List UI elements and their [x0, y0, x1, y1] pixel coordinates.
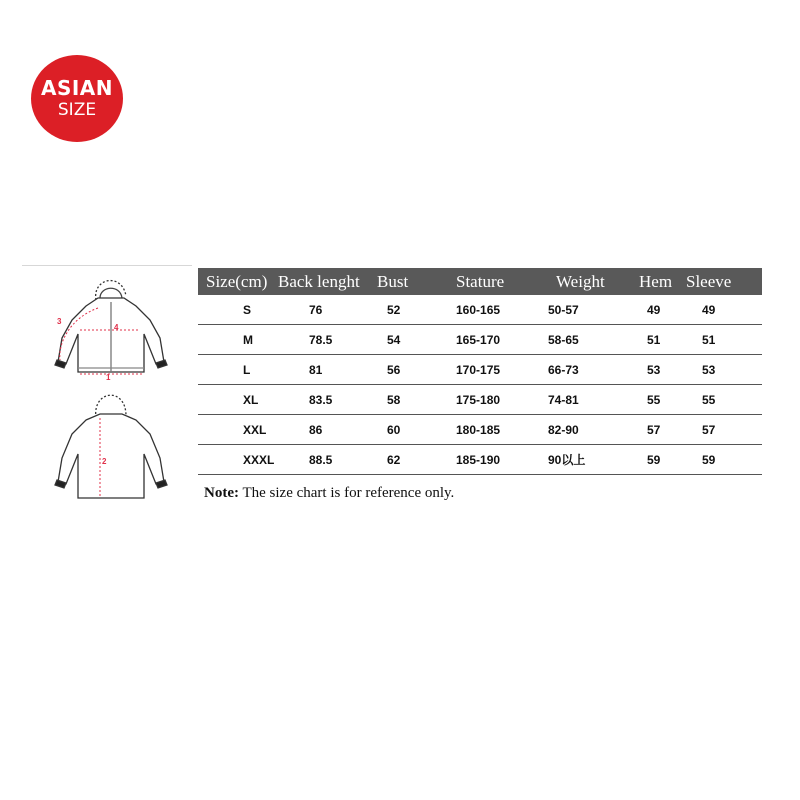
divider-line: [22, 265, 192, 266]
table-row: [198, 295, 762, 325]
cell-hem: 55: [625, 385, 682, 415]
cell-stature: 160-165: [445, 295, 538, 325]
jacket-illustration: [40, 268, 180, 508]
cell-bust: 56: [375, 355, 445, 385]
cell-hem: 53: [625, 355, 682, 385]
cell-size: XXL: [198, 415, 274, 445]
cell-hem: 51: [625, 325, 682, 355]
cell-sleeve: 53: [682, 355, 762, 385]
table-row: [198, 385, 762, 415]
cell-weight: 50-57: [538, 295, 625, 325]
cell-weight: 66-73: [538, 355, 625, 385]
header-stature: Stature: [445, 268, 538, 295]
cell-size: S: [198, 295, 274, 325]
cell-hem: 59: [625, 445, 682, 475]
table-row: [198, 445, 762, 475]
cell-size: M: [198, 325, 274, 355]
table-header-row: [198, 268, 762, 295]
cell-stature: 185-190: [445, 445, 538, 475]
cell-back-length: 76: [274, 295, 375, 325]
marker-4: 4: [114, 323, 119, 332]
marker-1: 1: [106, 373, 111, 382]
cell-sleeve: 59: [682, 445, 762, 475]
cell-sleeve: 57: [682, 415, 762, 445]
cell-bust: 54: [375, 325, 445, 355]
header-sleeve: Sleeve: [682, 268, 762, 295]
cell-back-length: 78.5: [274, 325, 375, 355]
table-row: [198, 415, 762, 445]
cell-size: L: [198, 355, 274, 385]
cell-size: XXXL: [198, 445, 274, 475]
cell-bust: 58: [375, 385, 445, 415]
cell-stature: 165-170: [445, 325, 538, 355]
cell-weight: 74-81: [538, 385, 625, 415]
size-note: [204, 485, 454, 502]
cell-back-length: 81: [274, 355, 375, 385]
header-weight: Weight: [538, 268, 625, 295]
header-hem: Hem: [625, 268, 682, 295]
badge-line-2: SIZE: [57, 99, 97, 120]
note-text: The size chart is for reference only.: [238, 485, 455, 501]
table-row: [198, 355, 762, 385]
cell-back-length: 83.5: [274, 385, 375, 415]
badge-line-1: ASIAN: [40, 75, 114, 100]
cell-sleeve: 51: [682, 325, 762, 355]
size-chart-table: [198, 268, 762, 475]
cell-sleeve: 49: [682, 295, 762, 325]
cell-weight: 82-90: [538, 415, 625, 445]
marker-3: 3: [57, 317, 62, 326]
note-label: Note:: [204, 485, 239, 501]
cell-stature: 175-180: [445, 385, 538, 415]
jacket-back-icon: [55, 395, 167, 498]
marker-2: 2: [102, 457, 107, 466]
cell-hem: 49: [625, 295, 682, 325]
cell-sleeve: 55: [682, 385, 762, 415]
cell-bust: 52: [375, 295, 445, 325]
cell-back-length: 88.5: [274, 445, 375, 475]
cell-back-length: 86: [274, 415, 375, 445]
header-size: Size(cm): [198, 268, 274, 295]
cell-bust: 60: [375, 415, 445, 445]
cell-weight: 90以上: [538, 445, 625, 475]
cell-weight: 58-65: [538, 325, 625, 355]
cell-stature: 170-175: [445, 355, 538, 385]
cell-stature: 180-185: [445, 415, 538, 445]
table-row: [198, 325, 762, 355]
cell-hem: 57: [625, 415, 682, 445]
cell-size: XL: [198, 385, 274, 415]
asian-size-badge: [31, 55, 123, 142]
header-back-length: Back lenght: [274, 268, 375, 295]
cell-bust: 62: [375, 445, 445, 475]
header-bust: Bust: [375, 268, 445, 295]
